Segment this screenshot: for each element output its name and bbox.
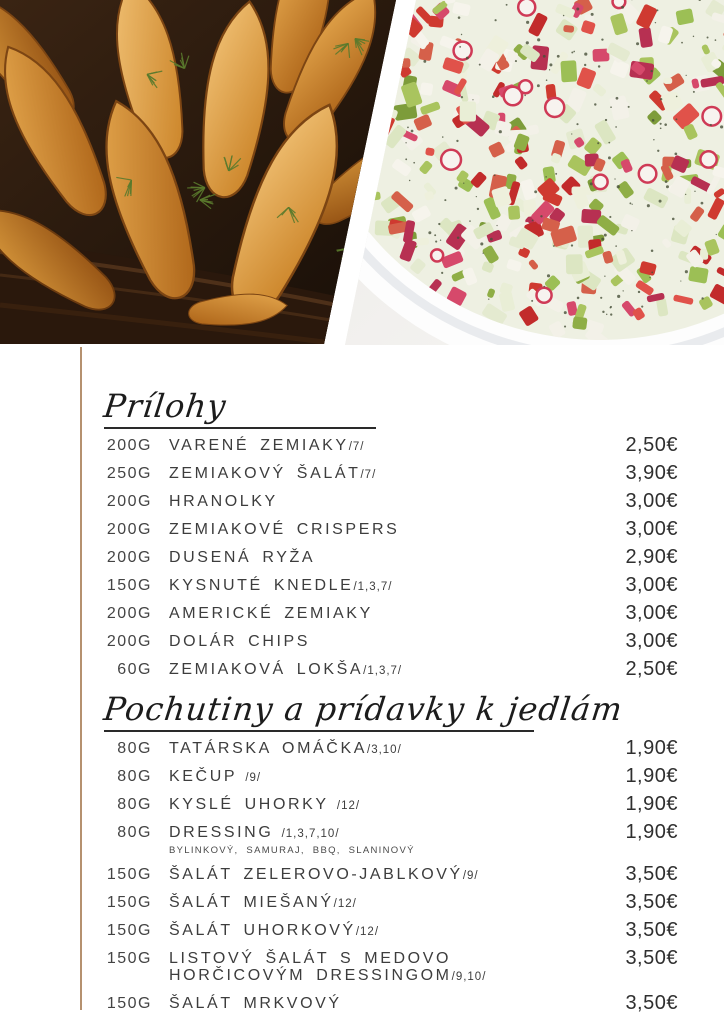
- menu-item: [104, 434, 678, 456]
- item-name: VARENÉ ZEMIAKY/7/: [169, 437, 365, 454]
- item-weight: 150G: [106, 995, 152, 1012]
- menu-item: [104, 821, 678, 857]
- item-weight: 150G: [106, 577, 152, 594]
- item-price: 3,00€: [625, 574, 678, 596]
- item-weight: 150G: [106, 922, 152, 939]
- item-name: KYSLÉ UHORKY /12/: [169, 796, 361, 813]
- item-price: 3,00€: [625, 602, 678, 624]
- item-price: 1,90€: [625, 821, 678, 843]
- item-name: ŠALÁT MIEŠANÝ/12/: [169, 894, 357, 911]
- menu-item: [104, 737, 678, 759]
- item-price: 2,50€: [625, 434, 678, 456]
- item-allergens: /9/: [237, 772, 262, 784]
- potato-wedges-illustration: [0, 0, 400, 344]
- item-weight: 80G: [117, 740, 152, 757]
- menu-item: [104, 658, 678, 680]
- heading-underline: [104, 730, 534, 732]
- item-price: 3,00€: [625, 518, 678, 540]
- item-price: 3,50€: [625, 863, 678, 885]
- item-name: ŠALÁT MRKVOVÝ: [169, 995, 342, 1012]
- menu: [101, 386, 678, 1023]
- item-weight: 200G: [106, 493, 152, 510]
- menu-item: [104, 765, 678, 787]
- menu-item: [104, 891, 678, 913]
- salad-illustration: [345, 0, 724, 345]
- item-price: 3,50€: [625, 919, 678, 941]
- item-weight: 150G: [106, 866, 152, 883]
- item-name: DRESSING /1,3,7,10/ BYLINKOVÝ, SAMURAJ, BBQ, SLANINOVÝ: [152, 824, 594, 857]
- item-allergens: /9/: [462, 870, 479, 882]
- item-allergens: /12/: [333, 898, 357, 910]
- item-allergens: /1,3,7/: [363, 665, 403, 677]
- section-heading: [101, 386, 678, 426]
- item-list: [104, 434, 678, 680]
- section-heading: [101, 689, 678, 729]
- menu-item: [104, 919, 678, 941]
- heading-underline: [104, 427, 376, 429]
- item-weight: 200G: [106, 633, 152, 650]
- item-allergens: /12/: [328, 800, 361, 812]
- menu-item: [104, 793, 678, 815]
- item-name: KEČUP /9/: [169, 768, 262, 785]
- menu-item: [104, 947, 678, 986]
- item-allergens: /9,10/: [451, 971, 487, 983]
- item-price: 2,50€: [625, 658, 678, 680]
- menu-item: [104, 602, 678, 624]
- item-name: ŠALÁT UHORKOVÝ/12/: [169, 922, 380, 939]
- item-allergens: /7/: [360, 469, 377, 481]
- item-price: 1,90€: [625, 737, 678, 759]
- item-name: ZEMIAKOVÝ ŠALÁT/7/: [169, 465, 377, 482]
- item-weight: 250G: [106, 465, 152, 482]
- menu-item: [104, 630, 678, 652]
- item-name: KYSNUTÉ KNEDLE/1,3,7/: [169, 577, 393, 594]
- item-weight: 200G: [106, 437, 152, 454]
- item-weight: 60G: [117, 661, 152, 678]
- section-heading-text: Prílohy: [101, 387, 229, 425]
- item-price: 3,00€: [625, 490, 678, 512]
- item-weight: 80G: [117, 796, 152, 813]
- section-pochutiny: [101, 689, 678, 1014]
- item-price: 1,90€: [625, 765, 678, 787]
- menu-item: [104, 546, 678, 568]
- item-price: 3,50€: [625, 891, 678, 913]
- item-name: ZEMIAKOVÁ LOKŠA/1,3,7/: [169, 661, 403, 678]
- item-allergens: /3,10/: [367, 744, 402, 756]
- item-weight: 80G: [117, 768, 152, 785]
- menu-item: [104, 490, 678, 512]
- item-list: [104, 737, 678, 1014]
- item-name: DOLÁR CHIPS: [169, 633, 311, 650]
- item-allergens: /12/: [355, 926, 380, 938]
- item-name: LISTOVÝ ŠALÁT S MEDOVO HORČICOVÝM DRESSINGOM/9,10/: [169, 950, 487, 984]
- item-allergens: /1,3,7/: [353, 581, 393, 593]
- item-name: TATÁRSKA OMÁČKA/3,10/: [169, 740, 402, 757]
- item-weight: 150G: [106, 894, 152, 911]
- item-allergens: /7/: [348, 441, 365, 453]
- accent-line: [80, 347, 82, 1010]
- menu-item: [104, 518, 678, 540]
- item-price: 2,90€: [625, 546, 678, 568]
- item-name: AMERICKÉ ZEMIAKY: [169, 605, 373, 622]
- menu-item: [104, 863, 678, 885]
- potato-wedges-photo: [0, 0, 400, 344]
- salad-photo: [345, 0, 724, 345]
- item-price: 3,50€: [625, 947, 678, 969]
- item-weight: 200G: [106, 521, 152, 538]
- section-prilohy: [101, 386, 678, 680]
- item-price: 3,50€: [625, 992, 678, 1014]
- item-name: ZEMIAKOVÉ CRISPERS: [169, 521, 400, 538]
- item-name: HRANOLKY: [169, 493, 278, 510]
- section-heading-text: Pochutiny a prídavky k jedlám: [101, 690, 626, 728]
- item-weight: 200G: [106, 605, 152, 622]
- item-allergens: /1,3,7,10/: [273, 828, 340, 840]
- item-price: 3,00€: [625, 630, 678, 652]
- item-weight: 80G: [117, 824, 152, 841]
- menu-item: [104, 462, 678, 484]
- item-name: DUSENÁ RYŽA: [169, 549, 316, 566]
- item-name: ŠALÁT ZELEROVO-JABLKOVÝ/9/: [169, 866, 479, 883]
- item-price: 1,90€: [625, 793, 678, 815]
- menu-item: [104, 574, 678, 596]
- menu-item: [104, 992, 678, 1014]
- item-subtext: BYLINKOVÝ, SAMURAJ, BBQ, SLANINOVÝ: [169, 845, 415, 856]
- item-weight: 200G: [106, 549, 152, 566]
- item-weight: 150G: [106, 950, 152, 967]
- item-price: 3,90€: [625, 462, 678, 484]
